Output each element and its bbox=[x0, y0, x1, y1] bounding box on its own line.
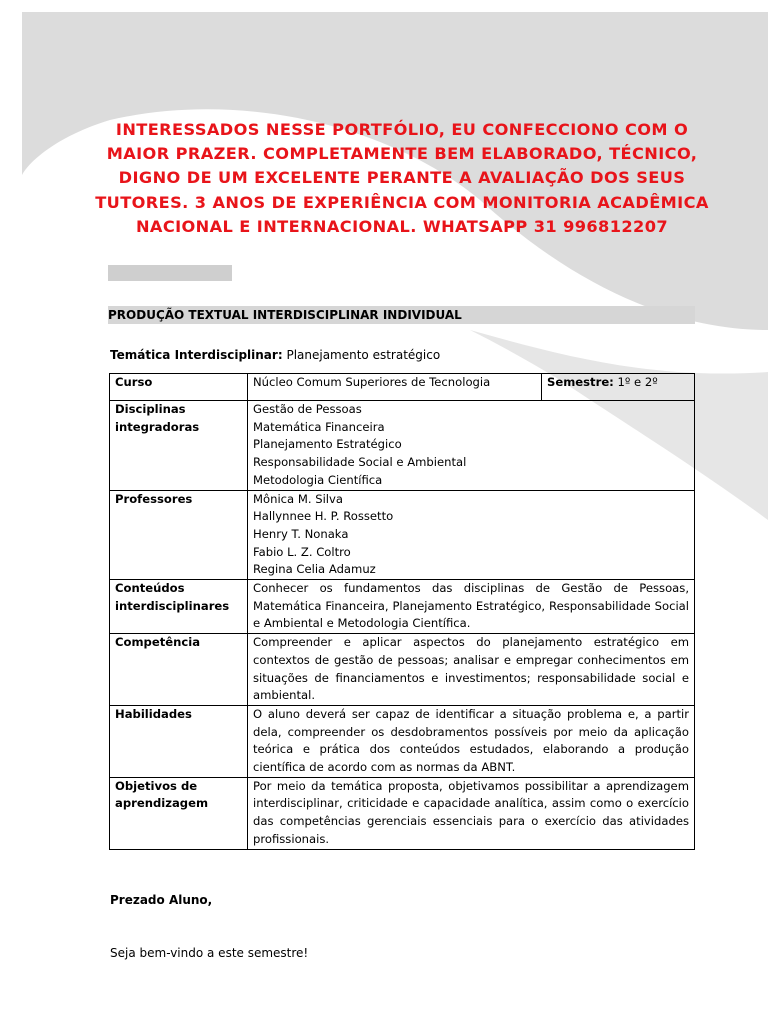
semestre-cell bbox=[542, 374, 695, 401]
promo-headline: INTERESSADOS NESSE PORTFÓLIO, EU CONFECCIONO COM O MAIOR PRAZER. COMPLETAMENTE BEM ELABORADO, TÉCNICO, DIGNO DE UM EXCELENTE PERANTE A AVALIAÇÃO DOS SEUS TUTORES. 3 ANOS DE EXPERIÊNCIA COM MONITORIA ACADÊMICA NACIONAL E INTERNACIONAL. WHATSAPP 31 996812207 bbox=[95, 120, 709, 236]
objetivos-text: Por meio da temática proposta, objetivamos possibilitar a aprendizagem interdisciplinar, criticidade e capacidade analítica, assim como o exercício das competências gerenciais essenciais para o exercício das atividades profissionais. bbox=[248, 777, 695, 849]
gray-highlight-bar bbox=[108, 265, 232, 281]
list-item: Planejamento Estratégico bbox=[253, 437, 402, 452]
semestre-label: Semestre: bbox=[547, 375, 614, 389]
table-row-disciplinas bbox=[110, 401, 695, 491]
disciplinas-list bbox=[248, 401, 695, 491]
table-row-habilidades bbox=[110, 705, 695, 777]
tematica-line bbox=[110, 346, 440, 364]
list-item: Regina Celia Adamuz bbox=[253, 562, 376, 577]
disciplinas-label: Disciplinas integradoras bbox=[110, 401, 248, 491]
table-row-curso bbox=[110, 374, 695, 401]
welcome-text: Seja bem-vindo a este semestre! bbox=[110, 946, 309, 960]
list-item: Metodologia Científica bbox=[253, 472, 383, 487]
habilidades-label: Habilidades bbox=[110, 705, 248, 777]
tematica-label: Temática Interdisciplinar: bbox=[110, 348, 283, 362]
list-item: Gestão de Pessoas bbox=[253, 402, 362, 416]
competencia-label: Competência bbox=[110, 634, 248, 706]
list-item: Fabio L. Z. Coltro bbox=[253, 544, 351, 559]
habilidades-text: O aluno deverá ser capaz de identificar a situação problema e, a partir dela, compreender os desdobramentos possíveis por meio da aplicação teórica e prática dos conteúdos estudados, elaborando a produção científica de acordo com as normas da ABNT. bbox=[248, 705, 695, 777]
salutation: Prezado Aluno, bbox=[110, 893, 213, 907]
list-item: Mônica M. Silva bbox=[253, 491, 343, 506]
list-item: Responsabilidade Social e Ambiental bbox=[253, 455, 467, 470]
list-item: Henry T. Nonaka bbox=[253, 526, 349, 541]
table-row-competencia bbox=[110, 634, 695, 706]
professores-label: Professores bbox=[110, 490, 248, 580]
professores-list bbox=[248, 490, 695, 580]
conteudos-text: Conhecer os fundamentos das disciplinas de Gestão de Pessoas, Matemática Financeira, Planejamento Estratégico, Responsabilidade Social e Ambiental e Metodologia Científica. bbox=[248, 580, 695, 634]
table-row-objetivos bbox=[110, 777, 695, 849]
competencia-text: Compreender e aplicar aspectos do planejamento estratégico em contextos de gestão de pessoas; analisar e empregar conhecimentos em situações de financiamentos e investimentos; responsabilidade social e ambiental. bbox=[248, 634, 695, 706]
section-title: PRODUÇÃO TEXTUAL INTERDISCIPLINAR INDIVIDUAL bbox=[108, 306, 695, 324]
list-item: Hallynnee H. P. Rossetto bbox=[253, 509, 394, 524]
curso-value: Núcleo Comum Superiores de Tecnologia bbox=[248, 374, 542, 401]
table-row-professores bbox=[110, 490, 695, 580]
semestre-value: 1º e 2º bbox=[617, 375, 658, 389]
table-row-conteudos bbox=[110, 580, 695, 634]
curso-label: Curso bbox=[110, 374, 248, 401]
objetivos-label: Objetivos de aprendizagem bbox=[110, 777, 248, 849]
curriculum-table bbox=[109, 373, 695, 850]
conteudos-label: Conteúdos interdisciplinares bbox=[110, 580, 248, 634]
list-item: Matemática Financeira bbox=[253, 419, 385, 434]
tematica-value: Planejamento estratégico bbox=[286, 348, 441, 362]
